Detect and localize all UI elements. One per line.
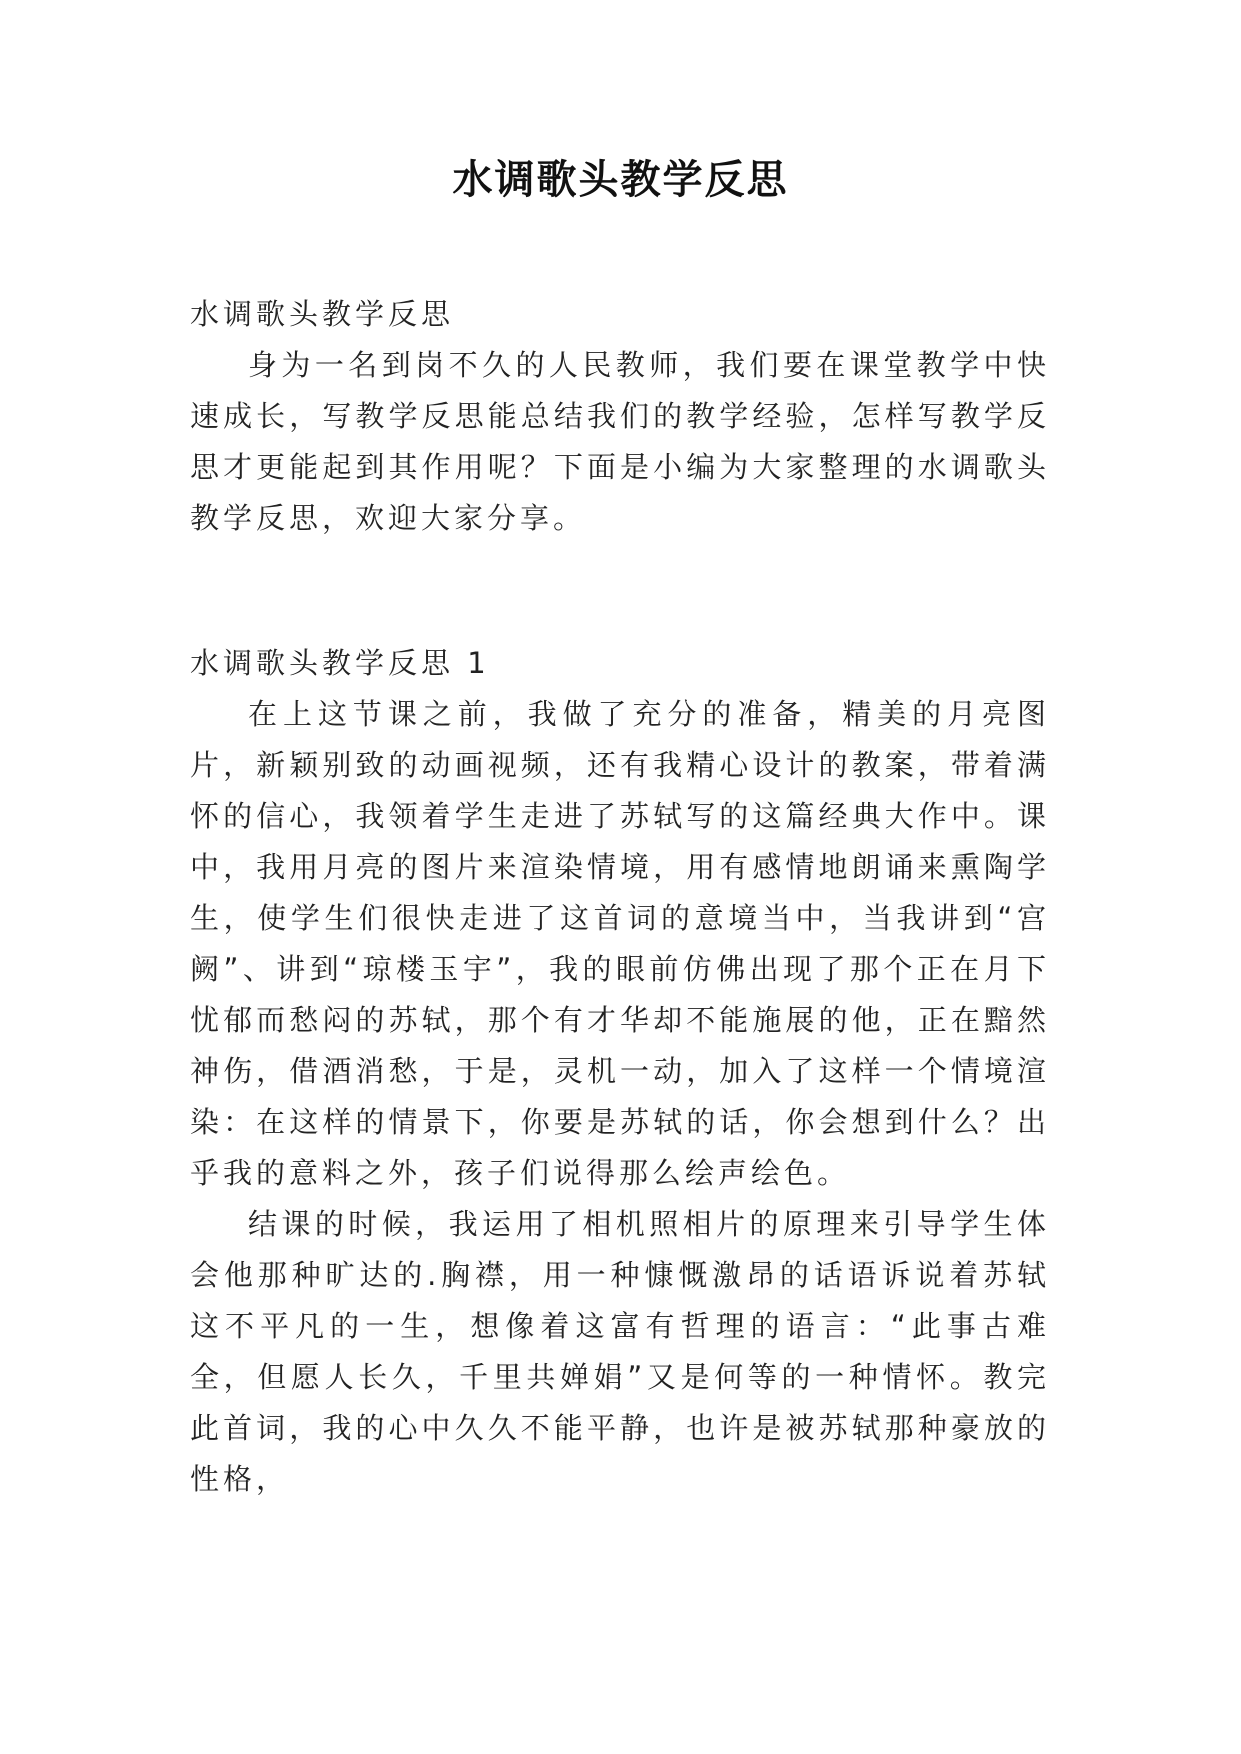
section-1-heading: 水调歌头教学反思 1	[190, 646, 490, 680]
section-1-paragraph-2: 结课的时候，我运用了相机照相片的原理来引导学生体会他那种旷达的.胸襟，用一种慷慨激昂的话语诉说着苏轼这不平凡的一生，想像着这富有哲理的语言：“此事古难全，但愿人长久，千里共婵娟”又是何等的一种情怀。教完此首词，我的心中久久不能平静，也许是被苏轼那种豪放的性格，	[190, 1207, 1050, 1496]
intro-paragraph: 身为一名到岗不久的人民教师，我们要在课堂教学中快速成长，写教学反思能总结我们的教学经验，怎样写教学反思才更能起到其作用呢？下面是小编为大家整理的水调歌头教学反思，欢迎大家分享。	[190, 348, 1050, 535]
document-title: 水调歌头教学反思	[452, 156, 789, 203]
intro-heading: 水调歌头教学反思	[190, 297, 455, 331]
section-1-paragraph-1: 在上这节课之前，我做了充分的准备，精美的月亮图片，新颖别致的动画视频，还有我精心设计的教案，带着满怀的信心，我领着学生走进了苏轼写的这篇经典大作中。课中，我用月亮的图片来渲染情境，用有感情地朗诵来熏陶学生，使学生们很快走进了这首词的意境当中，当我讲到“宫阙”、讲到“琼楼玉宇”，我的眼前仿佛出现了那个正在月下忧郁而愁闷的苏轼，那个有才华却不能施展的他，正在黯然神伤，借酒消愁，于是，灵机一动，加入了这样一个情境渲染：在这样的情景下，你要是苏轼的话，你会想到什么？出乎我的意料之外，孩子们说得那么绘声绘色。	[190, 697, 1050, 1190]
intro-section	[190, 289, 1050, 544]
section-1	[190, 638, 1050, 1505]
